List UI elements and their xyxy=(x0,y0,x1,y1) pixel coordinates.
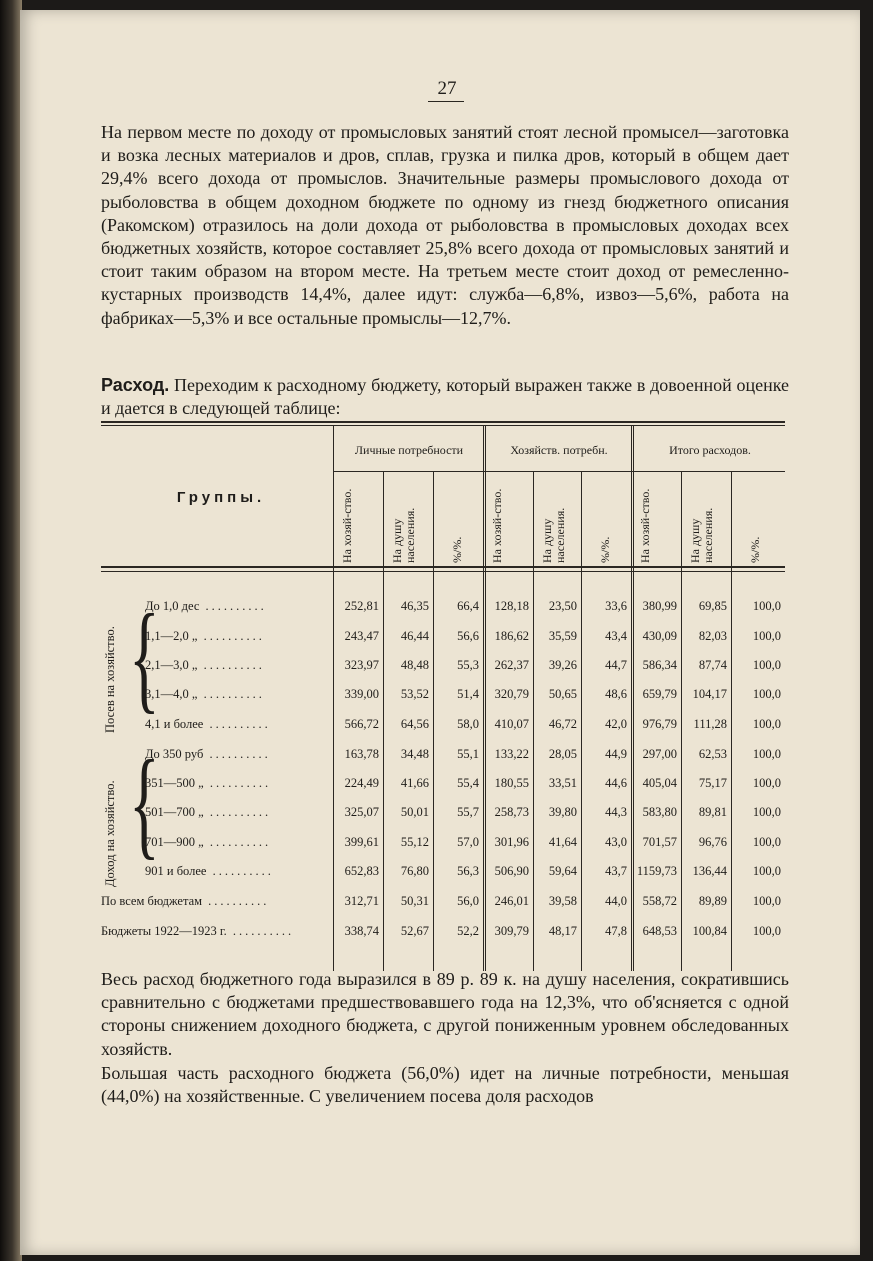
cell-value: 56,0 xyxy=(457,894,479,908)
cell-value: 648,53 xyxy=(642,924,677,938)
cell-value: 186,62 xyxy=(494,629,529,643)
cell-value: 43,4 xyxy=(605,629,627,643)
cell-value: 339,00 xyxy=(344,687,379,701)
row-label: Бюджеты 1922—1923 г. .......... xyxy=(101,924,295,938)
cell-value: 41,66 xyxy=(400,776,429,790)
cell-value: 100,0 xyxy=(752,687,781,701)
cell-value: 100,0 xyxy=(752,599,781,613)
paragraph-total-expense: Весь расход бюджетного года выразился в 89 р. 89 к. на душу населения, сократившись сравнительно с бюджетами предшествовавшего года на 12,3%, что об'ясняется с одной стороны снижением доходного бюджета, с другой пониженным уровнем обследованных хозяйств. xyxy=(101,969,789,1059)
expense-intro-text: Переходим к расходному бюджету, который выражен также в довоенной оценке и дается в следующей таблице: xyxy=(101,375,789,419)
cell-value: 410,07 xyxy=(494,717,529,731)
cell-value: 297,00 xyxy=(642,747,677,761)
header-bottom-rule-thin xyxy=(101,571,785,572)
subhdr-personal-capita: На душу населения. xyxy=(390,507,417,563)
subhdr-household-capita: На душу населения. xyxy=(540,507,567,563)
table-row xyxy=(101,717,785,737)
cell-value: 33,51 xyxy=(548,776,577,790)
table-row xyxy=(101,658,785,678)
cell-value: 39,26 xyxy=(548,658,577,672)
cell-value: 44,7 xyxy=(605,658,627,672)
cell-value: 1159,73 xyxy=(636,864,677,878)
cell-value: 28,05 xyxy=(548,747,577,761)
cell-value: 52,2 xyxy=(457,924,479,938)
cell-value: 566,72 xyxy=(344,717,379,731)
cell-value: 44,0 xyxy=(605,894,627,908)
cell-value: 163,78 xyxy=(344,747,379,761)
cell-value: 224,49 xyxy=(344,776,379,790)
cell-value: 100,0 xyxy=(752,894,781,908)
book-spine xyxy=(0,0,22,1261)
cell-value: 44,6 xyxy=(605,776,627,790)
cell-value: 51,4 xyxy=(457,687,479,701)
cell-value: 43,7 xyxy=(605,864,627,878)
table-row xyxy=(101,864,785,884)
cell-value: 44,3 xyxy=(605,805,627,819)
cell-value: 659,79 xyxy=(642,687,677,701)
cell-value: 39,80 xyxy=(548,805,577,819)
subhdr-personal-percent: %/%. xyxy=(450,536,464,563)
page-number: 27 xyxy=(437,78,457,99)
cell-value: 100,0 xyxy=(752,658,781,672)
cell-value: 48,48 xyxy=(400,658,429,672)
cell-value: 43,0 xyxy=(605,835,627,849)
header-bottom-rule xyxy=(101,566,785,568)
cell-value: 100,0 xyxy=(752,747,781,761)
cell-value: 34,48 xyxy=(400,747,429,761)
cell-value: 87,74 xyxy=(698,658,727,672)
cell-value: 89,89 xyxy=(698,894,727,908)
row-label: По всем бюджетам .......... xyxy=(101,894,270,908)
table-top-rule-thin xyxy=(101,425,785,426)
cell-value: 380,99 xyxy=(642,599,677,613)
cell-value: 50,65 xyxy=(548,687,577,701)
cell-value: 301,96 xyxy=(494,835,529,849)
cell-value: 89,81 xyxy=(698,805,727,819)
cell-value: 652,83 xyxy=(344,864,379,878)
cell-value: 100,0 xyxy=(752,717,781,731)
cell-value: 53,52 xyxy=(400,687,429,701)
cell-value: 586,34 xyxy=(642,658,677,672)
table-row xyxy=(101,599,785,619)
cell-value: 82,03 xyxy=(698,629,727,643)
cell-value: 252,81 xyxy=(344,599,379,613)
cell-value: 52,67 xyxy=(400,924,429,938)
cell-value: 56,6 xyxy=(457,629,479,643)
col-group-personal: Личные потребности xyxy=(354,443,464,457)
cell-value: 55,1 xyxy=(457,747,479,761)
cell-value: 47,8 xyxy=(605,924,627,938)
side-label-sowing: Посев на хозяйство. xyxy=(103,626,117,733)
table-row xyxy=(101,835,785,855)
cell-value: 58,0 xyxy=(457,717,479,731)
cell-value: 23,50 xyxy=(548,599,577,613)
table-row xyxy=(101,805,785,825)
row-label: 701—900 „ .......... xyxy=(145,835,272,849)
cell-value: 55,12 xyxy=(400,835,429,849)
cell-value: 62,53 xyxy=(698,747,727,761)
cell-value: 46,44 xyxy=(400,629,429,643)
paragraph-expense-share: Большая часть расходного бюджета (56,0%) идет на личные потребности, меньшая (44,0%) на хозяйственные. С увеличением посева доля расходов xyxy=(101,1063,789,1107)
row-label: 501—700 „ .......... xyxy=(145,805,272,819)
cell-value: 111,28 xyxy=(693,717,727,731)
cell-value: 100,0 xyxy=(752,805,781,819)
cell-value: 323,97 xyxy=(344,658,379,672)
cell-value: 405,04 xyxy=(642,776,677,790)
cell-value: 56,3 xyxy=(457,864,479,878)
subhdr-household-percent: %/%. xyxy=(598,536,612,563)
cell-value: 558,72 xyxy=(642,894,677,908)
cell-value: 48,17 xyxy=(548,924,577,938)
cell-value: 96,76 xyxy=(698,835,727,849)
row-label: 351—500 „ .......... xyxy=(145,776,272,790)
cell-value: 75,17 xyxy=(698,776,727,790)
cell-value: 243,47 xyxy=(344,629,379,643)
cell-value: 76,80 xyxy=(400,864,429,878)
cell-value: 55,7 xyxy=(457,805,479,819)
cell-value: 57,0 xyxy=(457,835,479,849)
expense-heading: Расход. xyxy=(101,375,170,395)
paragraph-expense-intro xyxy=(101,374,789,420)
cell-value: 104,17 xyxy=(692,687,727,701)
cell-value: 309,79 xyxy=(494,924,529,938)
cell-value: 55,4 xyxy=(457,776,479,790)
cell-value: 180,55 xyxy=(494,776,529,790)
cell-value: 55,3 xyxy=(457,658,479,672)
cell-value: 50,31 xyxy=(400,894,429,908)
table-row xyxy=(101,894,785,914)
cell-value: 46,35 xyxy=(400,599,429,613)
cell-value: 583,80 xyxy=(642,805,677,819)
cell-value: 262,37 xyxy=(494,658,529,672)
header-group-rule xyxy=(334,471,785,472)
subhdr-total-percent: %/%. xyxy=(748,536,762,563)
subhdr-total-household: На хозяй-ство. xyxy=(638,488,652,563)
cell-value: 136,44 xyxy=(692,864,727,878)
cell-value: 258,73 xyxy=(494,805,529,819)
brace-sowing: { xyxy=(129,589,160,725)
cell-value: 338,74 xyxy=(344,924,379,938)
cell-value: 64,56 xyxy=(400,717,429,731)
subhdr-total-capita: На душу населения. xyxy=(688,507,715,563)
paragraph-fishing-income: На первом месте по доходу от промысловых занятий стоят лесной промысел—заготовка и возка лесных материалов и дров, сплав, грузка и пилка дров, который в общем дает 29,4% всего дохода от промыслов. Значительные размеры промыслового дохода от рыболовства в общем доходном бюджете по одному из гнезд бюджетного описания (Ракомском) отразилось на доли дохода от рыболовства в промысловых доходах всех бюджетных хозяйств, которое составляет 25,8% всего дохода от промысловых занятий и стоит таким образом на втором месте. На третьем месте стоит доход от ремесленно-кустарных производств 14,4%, далее идут: служба—6,8%, извоз—5,6%, работа на фабриках—5,3% и все остальные промыслы—12,7%. xyxy=(101,122,789,328)
cell-value: 100,0 xyxy=(752,835,781,849)
row-label: До 350 руб .......... xyxy=(145,747,271,761)
cell-value: 50,01 xyxy=(400,805,429,819)
row-label: 1,1—2,0 „ .......... xyxy=(145,629,265,643)
cell-value: 41,64 xyxy=(548,835,577,849)
cell-value: 320,79 xyxy=(494,687,529,701)
groups-header: Группы. xyxy=(176,489,266,506)
cell-value: 100,0 xyxy=(752,776,781,790)
cell-value: 100,84 xyxy=(692,924,727,938)
cell-value: 100,0 xyxy=(752,629,781,643)
col-group-household: Хозяйств. потребн. xyxy=(510,443,608,457)
cell-value: 66,4 xyxy=(457,599,479,613)
expense-table xyxy=(101,421,785,971)
cell-value: 46,72 xyxy=(548,717,577,731)
subhdr-personal-household: На хозяй-ство. xyxy=(340,488,354,563)
brace-income: { xyxy=(129,735,160,871)
cell-value: 133,22 xyxy=(494,747,529,761)
cell-value: 100,0 xyxy=(752,924,781,938)
cell-value: 44,9 xyxy=(605,747,627,761)
cell-value: 246,01 xyxy=(494,894,529,908)
row-label: 3,1—4,0 „ .......... xyxy=(145,687,265,701)
table-row xyxy=(101,687,785,707)
page-number-underline xyxy=(428,101,464,102)
cell-value: 48,6 xyxy=(605,687,627,701)
cell-value: 325,07 xyxy=(344,805,379,819)
table-row xyxy=(101,747,785,767)
table-top-rule xyxy=(101,421,785,423)
side-label-income: Доход на хозяйство. xyxy=(103,780,117,887)
table-row xyxy=(101,776,785,796)
cell-value: 128,18 xyxy=(494,599,529,613)
table-row xyxy=(101,629,785,649)
table-row xyxy=(101,924,785,944)
cell-value: 312,71 xyxy=(344,894,379,908)
cell-value: 399,61 xyxy=(344,835,379,849)
cell-value: 701,57 xyxy=(642,835,677,849)
cell-value: 69,85 xyxy=(698,599,727,613)
cell-value: 39,58 xyxy=(548,894,577,908)
row-label: До 1,0 дес .......... xyxy=(145,599,267,613)
cell-value: 59,64 xyxy=(548,864,577,878)
cell-value: 506,90 xyxy=(494,864,529,878)
cell-value: 100,0 xyxy=(752,864,781,878)
row-label: 4,1 и более .......... xyxy=(145,717,271,731)
cell-value: 976,79 xyxy=(642,717,677,731)
cell-value: 33,6 xyxy=(605,599,627,613)
cell-value: 430,09 xyxy=(642,629,677,643)
cell-value: 42,0 xyxy=(605,717,627,731)
row-label: 901 и более .......... xyxy=(145,864,274,878)
row-label: 2,1—3,0 „ .......... xyxy=(145,658,265,672)
cell-value: 35,59 xyxy=(548,629,577,643)
subhdr-household-household: На хозяй-ство. xyxy=(490,488,504,563)
col-group-total: Итого расходов. xyxy=(669,443,751,457)
